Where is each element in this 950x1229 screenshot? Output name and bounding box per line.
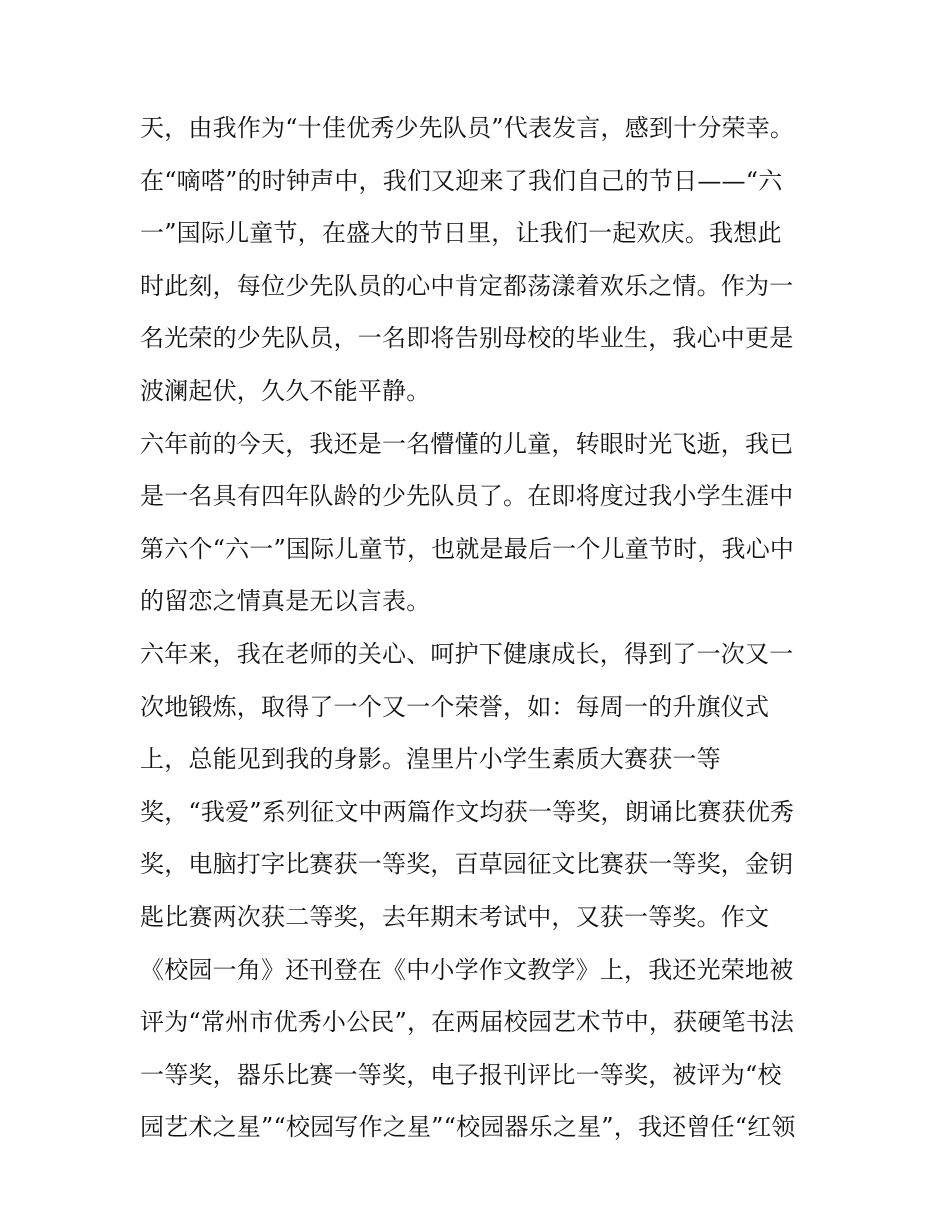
text-line: 波澜起伏，久久不能平静。 — [140, 376, 431, 405]
text-line: 一等奖，器乐比赛一等奖，电子报刊评比一等奖，被评为“校 — [140, 1060, 782, 1089]
text-line: 一”国际儿童节，在盛大的节日里，让我们一起欢庆。我想此 — [140, 219, 782, 248]
text-line: 次地锻炼，取得了一个又一个荣誉，如：每周一的升旗仪式 — [140, 692, 770, 721]
text-line: 奖，电脑打字比赛获一等奖，百草园征文比赛获一等奖，金钥 — [140, 850, 794, 879]
text-line: 是一名具有四年队龄的少先队员了。在即将度过我小学生涯中 — [140, 482, 794, 511]
text-line: 评为“常州市优秀小公民”，在两届校园艺术节中，获硬笔书法 — [140, 1008, 795, 1037]
text-line: 第六个“六一”国际儿童节，也就是最后一个儿童节时，我心中 — [140, 534, 795, 563]
text-line: 匙比赛两次获二等奖，去年期末考试中，又获一等奖。作文 — [140, 902, 770, 931]
text-line: 名光荣的少先队员，一名即将告别母校的毕业生，我心中更是 — [140, 324, 794, 353]
text-line: 在“嘀嗒”的时钟声中，我们又迎来了我们自己的节日——“六 — [140, 166, 783, 195]
text-line: 六年来，我在老师的关心、呵护下健康成长，得到了一次又一 — [140, 639, 794, 668]
text-line: 上，总能见到我的身影。湟里片小学生素质大赛获一等 — [140, 745, 721, 774]
text-line: 园艺术之星”“校园写作之星”“校园器乐之星”，我还曾任“红领 — [140, 1113, 796, 1142]
text-line: 的留恋之情真是无以言表。 — [140, 587, 431, 616]
text-line: 六年前的今天，我还是一名懵懂的儿童，转眼时光飞逝，我已 — [140, 429, 794, 458]
text-line: 天，由我作为“十佳优秀少先队员”代表发言，感到十分荣幸。 — [140, 114, 795, 142]
text-line: 奖，“我爱”系列征文中两篇作文均获一等奖，朗诵比赛获优秀 — [140, 797, 795, 826]
speech-text — [140, 108, 820, 1160]
text-line: 时此刻，每位少先队员的心中肯定都荡漾着欢乐之情。作为一 — [140, 271, 794, 300]
text-line: 《校园一角》还刊登在《中小学作文教学》上，我还光荣地被 — [140, 955, 794, 984]
